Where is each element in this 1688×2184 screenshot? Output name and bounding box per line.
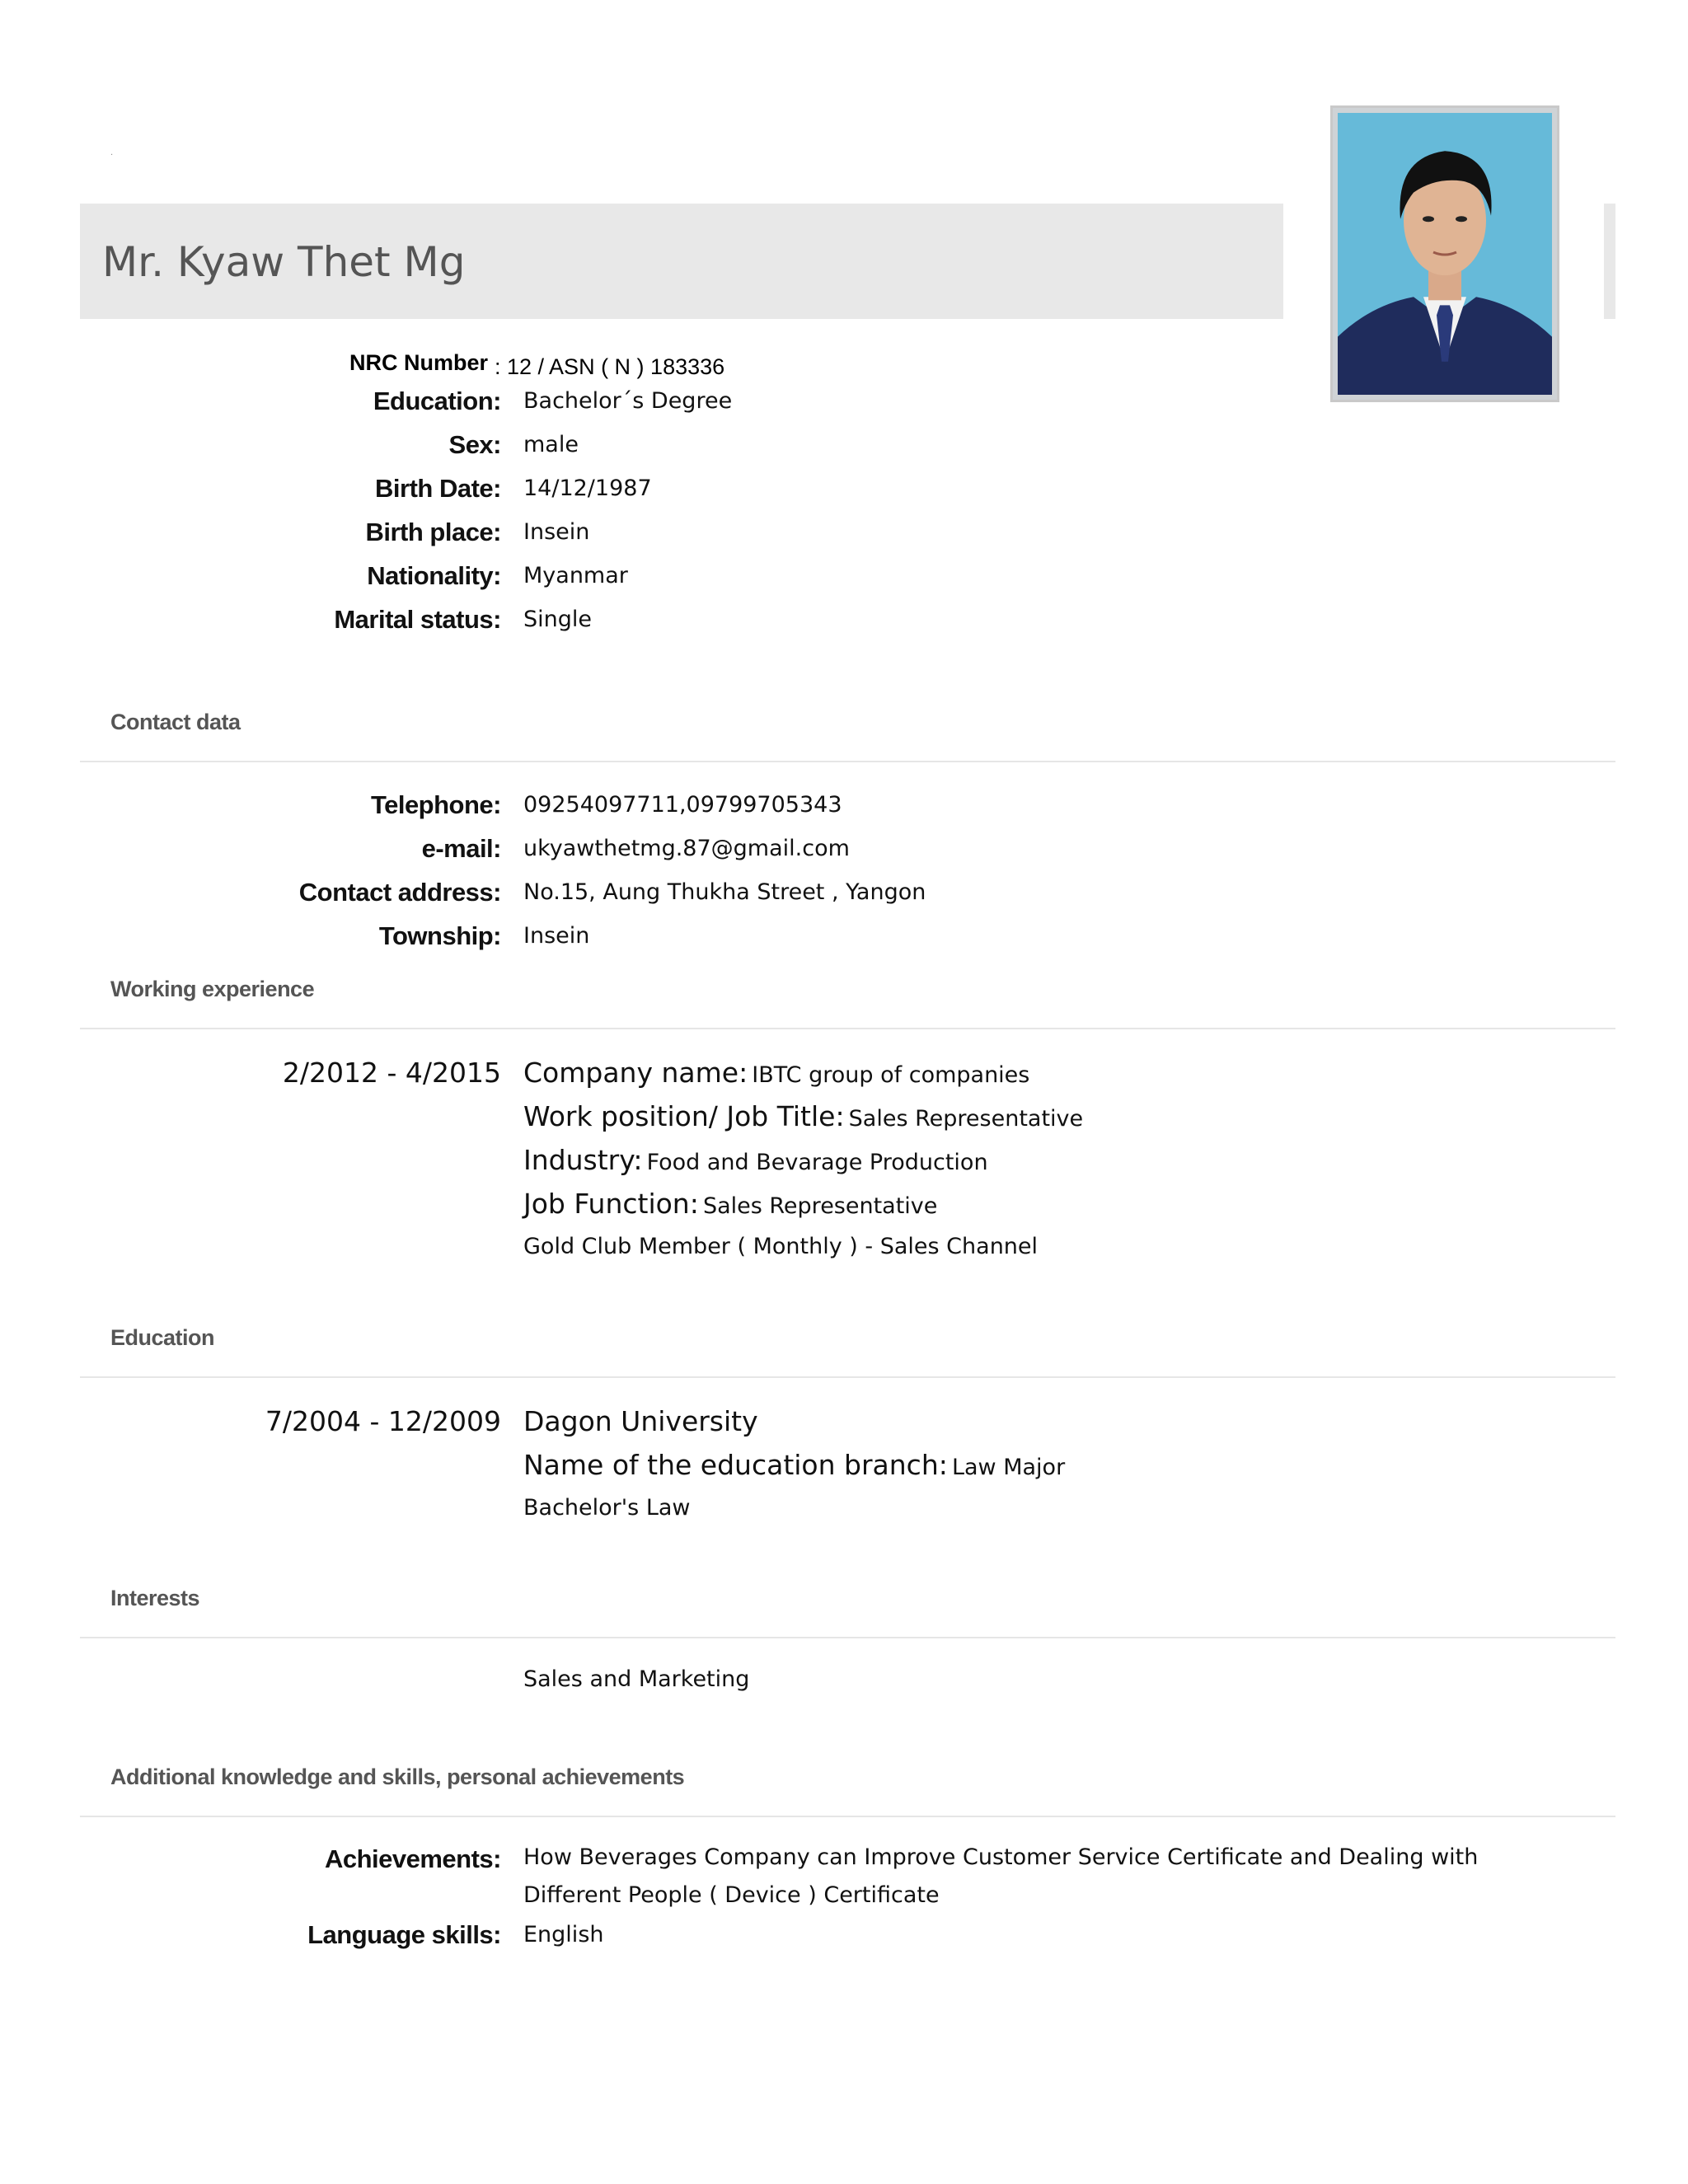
education-school: Dagon University bbox=[523, 1405, 758, 1437]
achievements-value: How Beverages Company can Improve Customer Service Certificate and Dealing with Different People ( Device ) Certificate bbox=[523, 1844, 1479, 1908]
work-function-value: Sales Representative bbox=[702, 1193, 938, 1219]
field-value: Myanmar bbox=[523, 563, 628, 588]
field-value: Bachelor´s Degree bbox=[523, 388, 733, 414]
divider bbox=[80, 1376, 1615, 1378]
field-value: Single bbox=[523, 607, 593, 632]
field-marital-status bbox=[0, 605, 1688, 649]
divider bbox=[80, 1028, 1615, 1029]
field-value: Insein bbox=[523, 519, 590, 545]
work-note: Gold Club Member ( Monthly ) - Sales Channel bbox=[523, 1234, 1039, 1259]
work-company bbox=[523, 1057, 1029, 1089]
name-banner bbox=[80, 204, 1283, 319]
field-label: Education: bbox=[373, 387, 501, 415]
work-period: 2/2012 - 4/2015 bbox=[282, 1057, 501, 1089]
interests-value: Sales and Marketing bbox=[523, 1666, 750, 1692]
divider bbox=[80, 1637, 1615, 1638]
field-label: Birth Date: bbox=[375, 474, 501, 503]
work-position-value: Sales Representative bbox=[848, 1106, 1084, 1132]
field-label: Contact address: bbox=[298, 878, 501, 907]
work-function-label: Job Function: bbox=[523, 1188, 699, 1220]
field-telephone bbox=[0, 790, 1688, 835]
field-label: Nationality: bbox=[367, 561, 501, 590]
field-label: Telephone: bbox=[370, 790, 501, 819]
work-industry-value: Food and Bevarage Production bbox=[646, 1150, 988, 1175]
section-title-work: Working experience bbox=[110, 977, 315, 1001]
field-value: English bbox=[523, 1922, 604, 1947]
field-contact-address bbox=[0, 878, 1688, 922]
field-label: e-mail: bbox=[421, 834, 501, 863]
field-education bbox=[0, 387, 1688, 431]
field-label: Birth place: bbox=[365, 518, 501, 546]
field-email bbox=[0, 834, 1688, 879]
field-township bbox=[0, 921, 1688, 966]
field-label: Achievements: bbox=[324, 1844, 501, 1873]
education-branch bbox=[523, 1449, 1065, 1481]
work-position bbox=[523, 1100, 1083, 1132]
field-value: 14/12/1987 bbox=[523, 476, 652, 501]
section-title-education: Education bbox=[110, 1325, 215, 1350]
work-company-label: Company name: bbox=[523, 1057, 748, 1089]
field-value: ukyawthetmg.87@gmail.com bbox=[523, 836, 850, 861]
field-nationality bbox=[0, 561, 1688, 606]
field-birth-place bbox=[0, 518, 1688, 562]
work-function bbox=[523, 1188, 937, 1220]
portrait-photo bbox=[1330, 105, 1559, 402]
field-sex bbox=[0, 430, 1688, 475]
field-value: No.15, Aung Thukha Street , Yangon bbox=[523, 879, 926, 905]
divider bbox=[80, 761, 1615, 762]
field-value: Insein bbox=[523, 923, 590, 949]
banner-end-strip bbox=[1604, 204, 1615, 319]
field-language-skills bbox=[0, 1920, 1688, 1965]
education-branch-label: Name of the education branch: bbox=[523, 1449, 948, 1481]
work-company-value: IBTC group of companies bbox=[752, 1062, 1030, 1088]
header-dot: . bbox=[110, 148, 114, 157]
candidate-name: Mr. Kyaw Thet Mg bbox=[102, 238, 466, 286]
work-industry bbox=[523, 1144, 988, 1176]
education-period: 7/2004 - 12/2009 bbox=[265, 1405, 501, 1437]
nrc-value: : 12 / ASN ( N ) 183336 bbox=[495, 354, 725, 379]
section-title-interests: Interests bbox=[110, 1586, 200, 1610]
divider bbox=[80, 1816, 1615, 1817]
field-label: Township: bbox=[378, 921, 501, 950]
field-value: male bbox=[523, 432, 579, 457]
work-industry-label: Industry: bbox=[523, 1144, 643, 1176]
field-label: Marital status: bbox=[334, 605, 501, 634]
section-title-additional: Additional knowledge and skills, personal achievements bbox=[110, 1765, 685, 1789]
field-birth-date bbox=[0, 474, 1688, 518]
field-value: 09254097711,09799705343 bbox=[523, 792, 842, 818]
nrc-label: NRC Number bbox=[349, 350, 489, 375]
education-branch-value: Law Major bbox=[951, 1455, 1066, 1480]
education-degree: Bachelor's Law bbox=[523, 1495, 691, 1521]
work-position-label: Work position/ Job Title: bbox=[523, 1100, 845, 1132]
field-label: Sex: bbox=[448, 430, 501, 459]
portrait-icon bbox=[1338, 113, 1552, 395]
section-title-contact: Contact data bbox=[110, 710, 241, 734]
field-label: Language skills: bbox=[307, 1920, 501, 1949]
